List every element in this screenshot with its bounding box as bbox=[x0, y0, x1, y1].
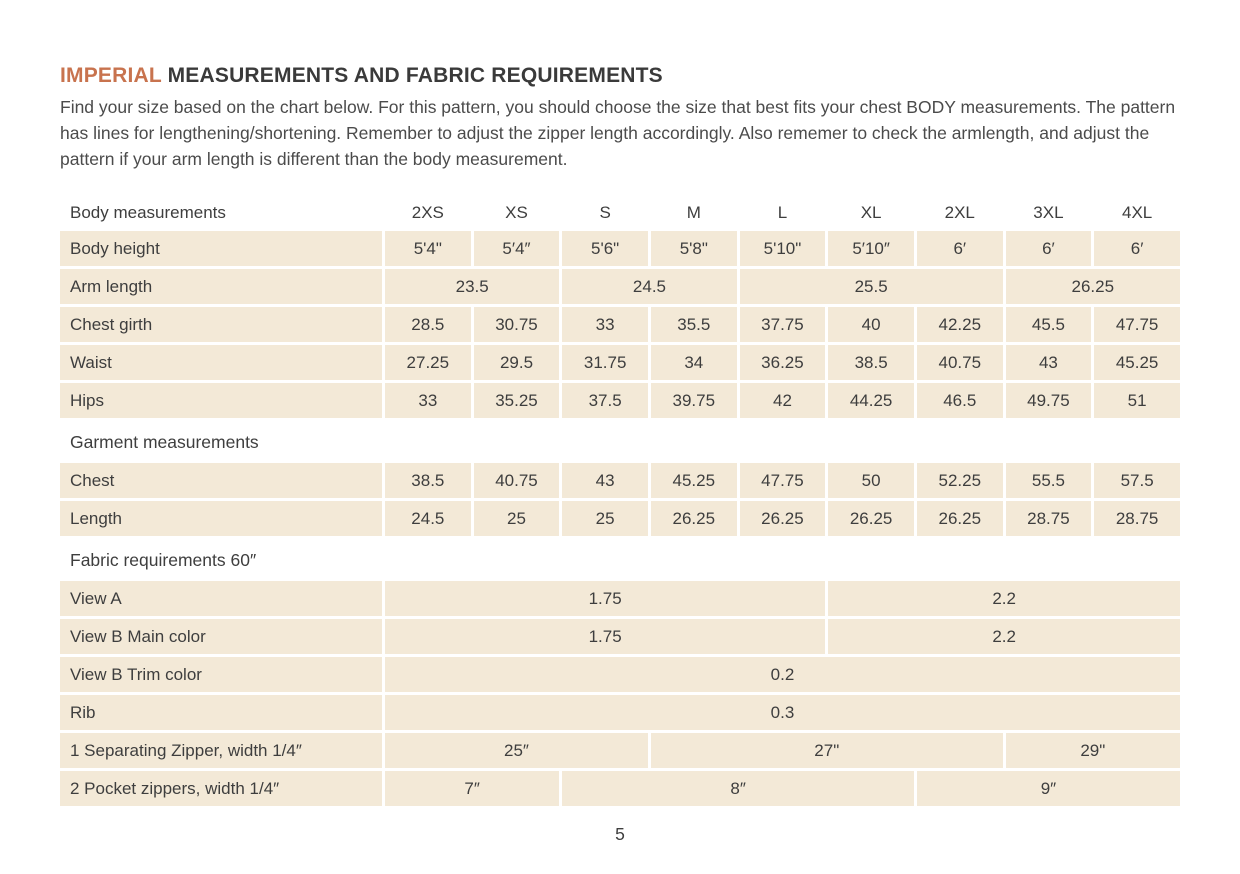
intro-paragraph: Find your size based on the chart below. For this pattern, you should choose the size that best fits your chest BODY measurements. The pattern has lines for lengthening/shortening. Remember to adjust the zipper length accordingly. Also rememer to check the armlength, and adjust the pattern if your arm length is different than the body measurement. bbox=[60, 97, 1176, 169]
size-table bbox=[57, 192, 1183, 809]
data-row bbox=[60, 501, 1180, 536]
data-row bbox=[60, 345, 1180, 380]
row-label: View A bbox=[60, 581, 382, 616]
size-column-header: M bbox=[686, 203, 701, 223]
column-group-label: Body measurements bbox=[70, 203, 226, 223]
data-row bbox=[60, 463, 1180, 498]
row-label: Length bbox=[60, 501, 382, 536]
row-label: Chest bbox=[60, 463, 382, 498]
section-label: Fabric requirements 60″ bbox=[70, 549, 257, 570]
value-cell: 40.75 bbox=[917, 345, 1003, 380]
value-cell: 25″ bbox=[385, 733, 648, 768]
value-cell: 2.2 bbox=[828, 581, 1180, 616]
value-cell: 25.5 bbox=[740, 269, 1003, 304]
value-cell: 6′ bbox=[1094, 231, 1180, 266]
value-cell: 1.75 bbox=[385, 619, 825, 654]
value-cell: 26.25 bbox=[651, 501, 737, 536]
value-cell: 5'6" bbox=[562, 231, 648, 266]
value-cell: 42.25 bbox=[917, 307, 1003, 342]
row-label: Body height bbox=[60, 231, 382, 266]
section-row bbox=[60, 421, 1180, 460]
value-cell: 35.25 bbox=[474, 383, 560, 418]
value-cell: 39.75 bbox=[651, 383, 737, 418]
value-cell: 24.5 bbox=[562, 269, 736, 304]
value-cell: 31.75 bbox=[562, 345, 648, 380]
data-row bbox=[60, 733, 1180, 768]
size-column-header: XL bbox=[860, 203, 882, 223]
value-cell: 29" bbox=[1006, 733, 1180, 768]
value-cell: 38.5 bbox=[828, 345, 914, 380]
size-column-header: 2XS bbox=[411, 203, 444, 223]
value-cell: 40 bbox=[828, 307, 914, 342]
value-cell: 52.25 bbox=[917, 463, 1003, 498]
row-label: View B Main color bbox=[60, 619, 382, 654]
value-cell: 43 bbox=[562, 463, 648, 498]
value-cell: 50 bbox=[828, 463, 914, 498]
value-cell: 7″ bbox=[385, 771, 559, 806]
value-cell: 1.75 bbox=[385, 581, 825, 616]
size-column-header: 3XL bbox=[1033, 203, 1064, 223]
page-title bbox=[60, 64, 1180, 88]
value-cell: 33 bbox=[385, 383, 471, 418]
size-column-header: S bbox=[599, 203, 611, 223]
size-column-header: L bbox=[777, 203, 788, 223]
value-cell: 47.75 bbox=[1094, 307, 1180, 342]
value-cell: 5'8" bbox=[651, 231, 737, 266]
value-cell: 55.5 bbox=[1006, 463, 1092, 498]
data-row bbox=[60, 307, 1180, 342]
page-title-rest: MEASUREMENTS AND FABRIC REQUIREMENTS bbox=[161, 64, 663, 87]
value-cell: 35.5 bbox=[651, 307, 737, 342]
data-row bbox=[60, 231, 1180, 266]
value-cell: 45.25 bbox=[651, 463, 737, 498]
value-cell: 5'4" bbox=[385, 231, 471, 266]
row-label: Hips bbox=[60, 383, 382, 418]
value-cell: 25 bbox=[474, 501, 560, 536]
value-cell: 27" bbox=[651, 733, 1003, 768]
row-label: Chest girth bbox=[60, 307, 382, 342]
size-table-body bbox=[60, 195, 1180, 806]
value-cell: 5′4″ bbox=[474, 231, 560, 266]
value-cell: 34 bbox=[651, 345, 737, 380]
row-label: Arm length bbox=[60, 269, 382, 304]
row-label: Waist bbox=[60, 345, 382, 380]
value-cell: 23.5 bbox=[385, 269, 559, 304]
data-row bbox=[60, 657, 1180, 692]
value-cell: 28.5 bbox=[385, 307, 471, 342]
value-cell: 45.25 bbox=[1094, 345, 1180, 380]
value-cell: 0.2 bbox=[385, 657, 1180, 692]
value-cell: 28.75 bbox=[1094, 501, 1180, 536]
size-column-header: XS bbox=[505, 203, 528, 223]
row-label: 2 Pocket zippers, width 1/4″ bbox=[60, 771, 382, 806]
value-cell: 30.75 bbox=[474, 307, 560, 342]
row-label: 1 Separating Zipper, width 1/4″ bbox=[60, 733, 382, 768]
value-cell: 46.5 bbox=[917, 383, 1003, 418]
section-label: Garment measurements bbox=[70, 431, 259, 452]
value-cell: 2.2 bbox=[828, 619, 1180, 654]
data-row bbox=[60, 383, 1180, 418]
header-row bbox=[60, 195, 1180, 228]
value-cell: 42 bbox=[740, 383, 826, 418]
row-label: View B Trim color bbox=[60, 657, 382, 692]
row-label: Rib bbox=[60, 695, 382, 730]
data-row bbox=[60, 695, 1180, 730]
value-cell: 25 bbox=[562, 501, 648, 536]
value-cell: 43 bbox=[1006, 345, 1092, 380]
value-cell: 47.75 bbox=[740, 463, 826, 498]
value-cell: 9″ bbox=[917, 771, 1180, 806]
value-cell: 5'10" bbox=[740, 231, 826, 266]
value-cell: 26.25 bbox=[1006, 269, 1180, 304]
value-cell: 26.25 bbox=[828, 501, 914, 536]
data-row bbox=[60, 619, 1180, 654]
value-cell: 45.5 bbox=[1006, 307, 1092, 342]
value-cell: 0.3 bbox=[385, 695, 1180, 730]
value-cell: 28.75 bbox=[1006, 501, 1092, 536]
data-row bbox=[60, 771, 1180, 806]
value-cell: 6′ bbox=[917, 231, 1003, 266]
data-row bbox=[60, 581, 1180, 616]
value-cell: 49.75 bbox=[1006, 383, 1092, 418]
value-cell: 57.5 bbox=[1094, 463, 1180, 498]
size-column-header: 2XL bbox=[944, 203, 975, 223]
value-cell: 26.25 bbox=[917, 501, 1003, 536]
page-title-highlight: IMPERIAL bbox=[60, 64, 162, 87]
value-cell: 8″ bbox=[562, 771, 914, 806]
value-cell: 37.5 bbox=[562, 383, 648, 418]
value-cell: 37.75 bbox=[740, 307, 826, 342]
value-cell: 36.25 bbox=[740, 345, 826, 380]
value-cell: 24.5 bbox=[385, 501, 471, 536]
value-cell: 27.25 bbox=[385, 345, 471, 380]
section-row bbox=[60, 539, 1180, 578]
value-cell: 40.75 bbox=[474, 463, 560, 498]
value-cell: 51 bbox=[1094, 383, 1180, 418]
value-cell: 44.25 bbox=[828, 383, 914, 418]
value-cell: 38.5 bbox=[385, 463, 471, 498]
value-cell: 5′10″ bbox=[828, 231, 914, 266]
value-cell: 6′ bbox=[1006, 231, 1092, 266]
page-number: 5 bbox=[615, 824, 625, 845]
value-cell: 26.25 bbox=[740, 501, 826, 536]
size-column-header: 4XL bbox=[1122, 203, 1153, 223]
data-row bbox=[60, 269, 1180, 304]
value-cell: 33 bbox=[562, 307, 648, 342]
value-cell: 29.5 bbox=[474, 345, 560, 380]
